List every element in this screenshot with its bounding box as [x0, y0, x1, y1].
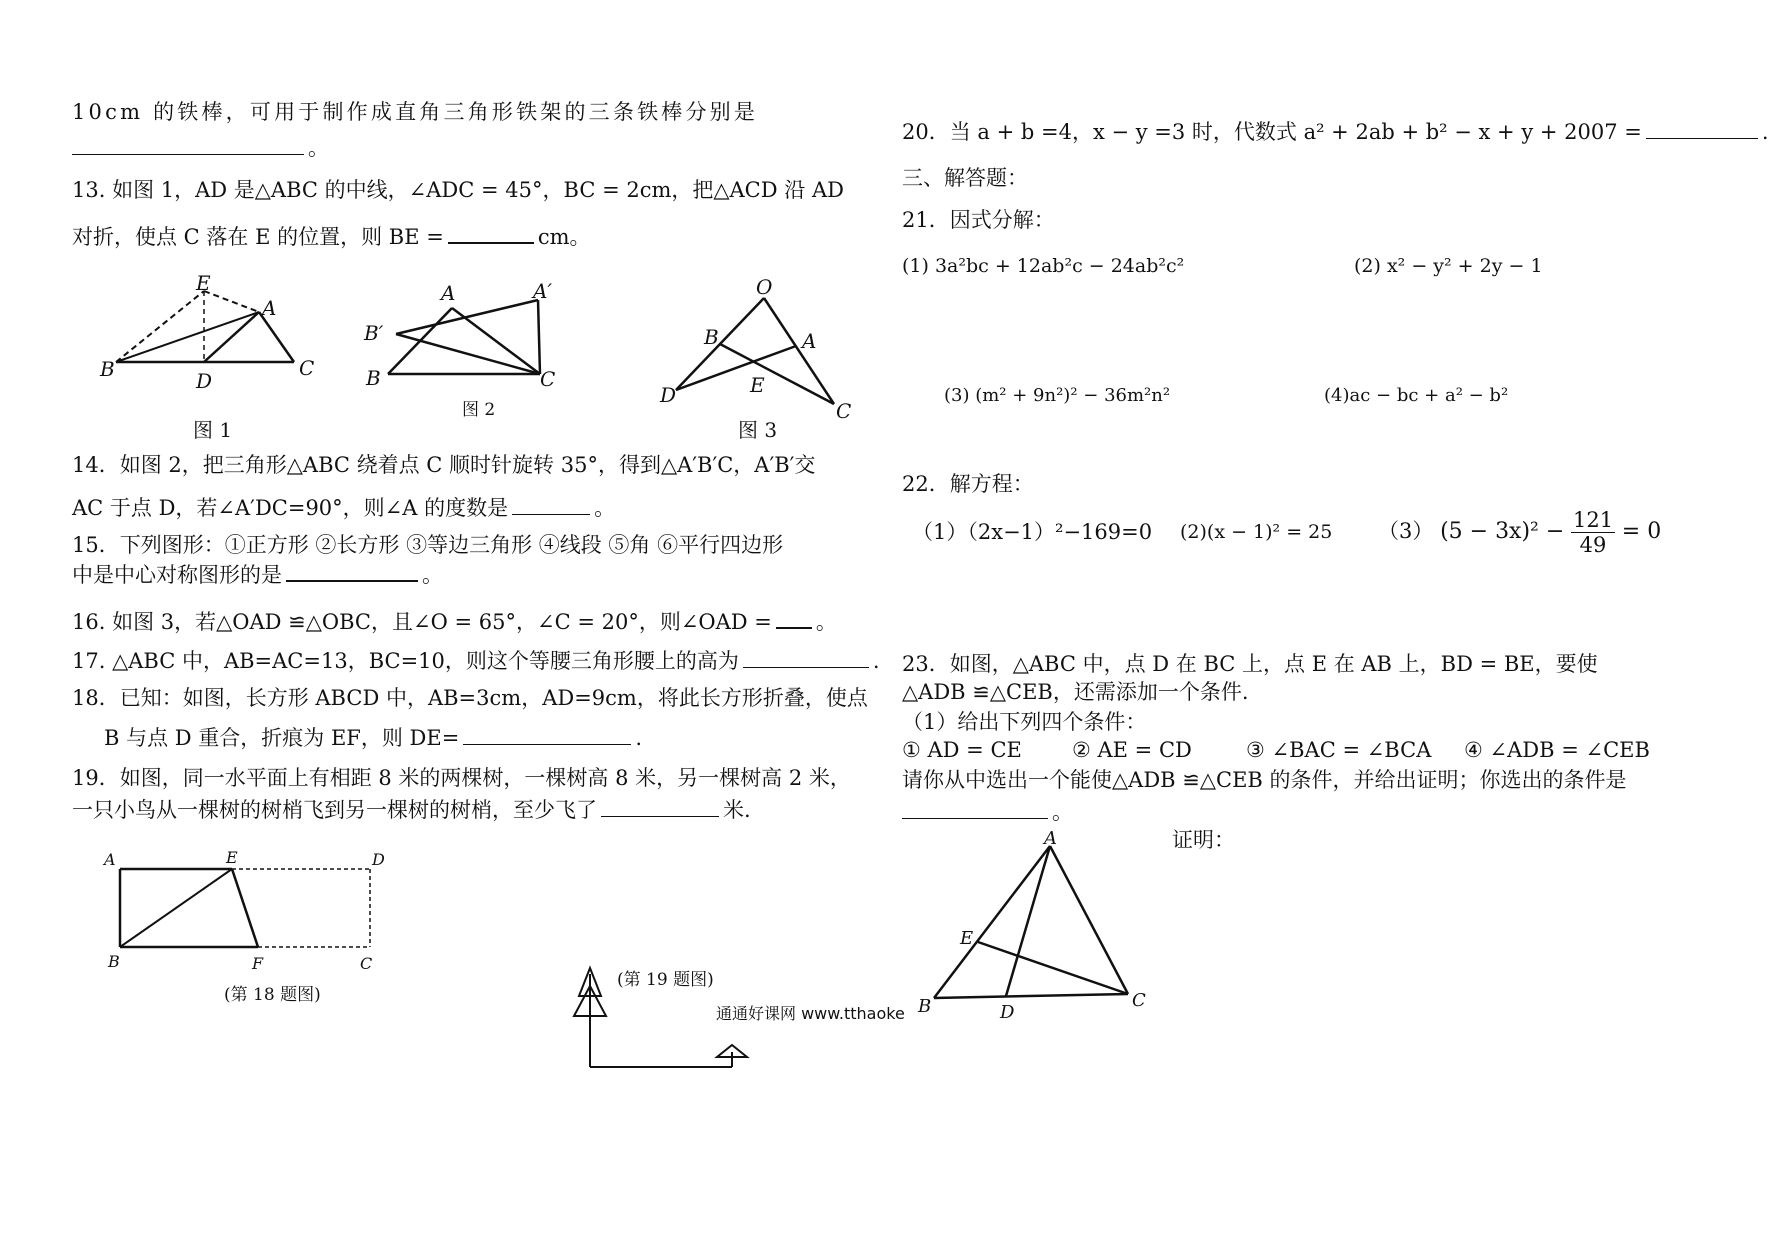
q23-line5: 请你从中选出一个能使△ADB ≌△CEB 的条件，并给出证明；你选出的条件是: [902, 768, 1627, 792]
fig1-label-c: C: [299, 356, 315, 380]
q19-unit: 米.: [723, 798, 751, 822]
q15-line1: 15．下列图形：①正方形 ②长方形 ③等边三角形 ④线段 ⑤角 ⑥平行四边形: [72, 533, 784, 557]
q21-heading: 21．因式分解：: [902, 208, 1055, 232]
q13-line1: 13. 如图 1，AD 是△ABC 的中线，∠ADC = 45°，BC = 2cm，把△ACD 沿 AD: [72, 178, 844, 202]
figure-18: [102, 848, 402, 985]
fig18-label-d: D: [372, 850, 385, 869]
q13-blank[interactable]: [448, 220, 534, 244]
q21-part1: (1) 3a²bc + 12ab²c − 24ab²c²: [902, 255, 1185, 277]
q23-line2: △ADB ≌△CEB，还需添加一个条件.: [902, 680, 1249, 704]
figure-1: [100, 271, 324, 393]
q18-text: B 与点 D 重合，折痕为 EF，则 DE=: [104, 726, 460, 750]
q15-end: 。: [422, 563, 443, 587]
fig2-label-a: A: [441, 281, 456, 305]
q15-blank[interactable]: [286, 558, 418, 582]
q17-text: 17. △ABC 中，AB=AC=13，BC=10，则这个等腰三角形腰上的高为: [72, 649, 739, 673]
q23-option3: ③ ∠BAC = ∠BCA: [1246, 738, 1432, 762]
q22-part1: （1）（2x−1）²−169=0: [912, 520, 1153, 544]
q21-part3: (3) (m² + 9n²)² − 36m²n²: [944, 385, 1171, 406]
fig2-label-b: B: [366, 366, 381, 390]
fig1-label-d: D: [196, 369, 213, 393]
q22-part3-denominator: 49: [1579, 533, 1607, 557]
q22-part3-equals: = 0: [1621, 519, 1662, 544]
fig23-label-a: A: [1044, 828, 1057, 849]
q12-blank[interactable]: [72, 132, 304, 155]
q18-blank[interactable]: [463, 722, 631, 745]
fig2-caption: 图 2: [462, 400, 496, 420]
fig18-label-f: F: [252, 954, 264, 973]
q12-end: 。: [308, 136, 329, 160]
q17-blank[interactable]: [743, 645, 869, 668]
fig23-label-b: B: [918, 996, 932, 1017]
q19-blank[interactable]: [601, 794, 719, 817]
q22-part3: [1378, 506, 1661, 557]
section-3-heading: 三、解答题：: [902, 166, 1028, 190]
fig3-label-a: A: [802, 329, 817, 353]
q23-option2: ② AE = CD: [1072, 738, 1192, 762]
q12-answer-line: [72, 132, 329, 162]
q14-end: 。: [594, 496, 616, 520]
fig18-label-b: B: [108, 952, 120, 971]
q23-line1: 23．如图，△ABC 中，点 D 在 BC 上，点 E 在 AB 上，BD = BE，要使: [902, 652, 1598, 676]
q16-blank[interactable]: [776, 605, 812, 629]
q18-end: .: [635, 726, 642, 750]
fig1-label-b: B: [100, 357, 115, 381]
fig1-label-a: A: [262, 296, 277, 320]
q22-part3-label: （3）: [1378, 519, 1434, 543]
fig2-label-c: C: [540, 367, 556, 391]
q23-line6: [902, 796, 1073, 826]
q22-part3-numerator: 121: [1572, 508, 1614, 532]
fig18-caption: (第 18 题图): [224, 985, 321, 1005]
fig23-label-d: D: [1000, 1002, 1015, 1023]
footer-watermark: 通通好课网 www.tthaoke: [716, 1004, 905, 1023]
proof-label: 证明：: [1172, 828, 1235, 852]
q22-part3-fraction: [1571, 508, 1615, 557]
fig18-label-c: C: [360, 954, 373, 973]
q23-option1: ① AD = CE: [902, 738, 1022, 762]
q16-end: 。: [815, 610, 837, 634]
q18-line2: [104, 722, 642, 752]
fig2-label-b-prime: B′: [364, 321, 384, 345]
q22-part2: (2)(x − 1)² = 25: [1180, 521, 1333, 543]
figure-23: [918, 828, 1160, 1036]
fig2-label-a-prime: A′: [533, 279, 552, 303]
q20-text: 20．当 a + b =4，x − y =3 时，代数式 a² + 2ab + b² − x + y + 2007 =: [902, 120, 1642, 144]
q17-end: .: [872, 649, 880, 673]
q14-text: AC 于点 D，若∠A′DC=90°，则∠A 的度数是: [72, 496, 509, 520]
fig23-label-c: C: [1132, 990, 1146, 1011]
fig3-label-c: C: [836, 399, 852, 423]
q23-end: 。: [1052, 800, 1073, 824]
q20-blank[interactable]: [1646, 116, 1758, 139]
q19-line1: 19．如图，同一水平面上有相距 8 米的两棵树，一棵树高 8 米，另一棵树高 2 米，: [72, 766, 851, 790]
q14-line1: 14．如图 2，把三角形△ABC 绕着点 C 顺时针旋转 35°，得到△A′B′C，A′B′交: [72, 453, 816, 477]
q20-line: [902, 116, 1769, 146]
q21-part4: (4)ac − bc + a² − b²: [1324, 385, 1509, 406]
q13-text: 对折，使点 C 落在 E 的位置，则 BE =: [72, 225, 444, 249]
figure-3: [660, 275, 852, 428]
q15-text: 中是中心对称图形的是: [72, 563, 282, 587]
q19-line2: [72, 794, 751, 824]
q17-line: [72, 645, 880, 675]
q21-part2: (2) x² − y² + 2y − 1: [1354, 255, 1543, 277]
fig3-label-o: O: [756, 275, 773, 299]
fig3-label-b: B: [704, 325, 719, 349]
q23-blank[interactable]: [902, 796, 1048, 819]
q23-line3: （1）给出下列四个条件：: [902, 710, 1147, 734]
fig1-caption: 图 1: [193, 418, 233, 442]
q13-unit: cm。: [537, 225, 591, 249]
q13-line2: [72, 220, 591, 251]
q23-option4: ④ ∠ADB = ∠CEB: [1464, 738, 1650, 762]
fig3-caption: 图 3: [738, 418, 778, 442]
q16-text: 16. 如图 3，若△OAD ≌△OBC，且∠O = 65°，∠C = 20°，则∠OAD =: [72, 610, 772, 634]
q14-blank[interactable]: [512, 492, 590, 515]
fig3-label-e: E: [750, 373, 765, 397]
fig18-label-e: E: [226, 848, 238, 867]
q22-heading: 22．解方程：: [902, 472, 1034, 496]
q15-line2: [72, 558, 443, 589]
q19-text: 一只小鸟从一棵树的树梢飞到另一棵树的树梢，至少飞了: [72, 798, 597, 822]
q20-end: .: [1761, 120, 1769, 144]
fig3-label-d: D: [660, 383, 677, 407]
fig1-label-e: E: [196, 271, 211, 295]
q16-line: [72, 605, 837, 636]
fig23-label-e: E: [960, 928, 974, 949]
q12-tail: 10cm 的铁棒，可用于制作成直角三角形铁架的三条铁棒分别是: [72, 100, 759, 124]
q14-line2: [72, 492, 615, 522]
q18-line1: 18．已知：如图，长方形 ABCD 中，AB=3cm，AD=9cm，将此长方形折叠，使点: [72, 686, 868, 710]
q22-part3-expr: (5 − 3x)² −: [1440, 519, 1565, 544]
fig18-label-a: A: [104, 850, 116, 869]
fig19-caption: (第 19 题图): [617, 970, 714, 990]
